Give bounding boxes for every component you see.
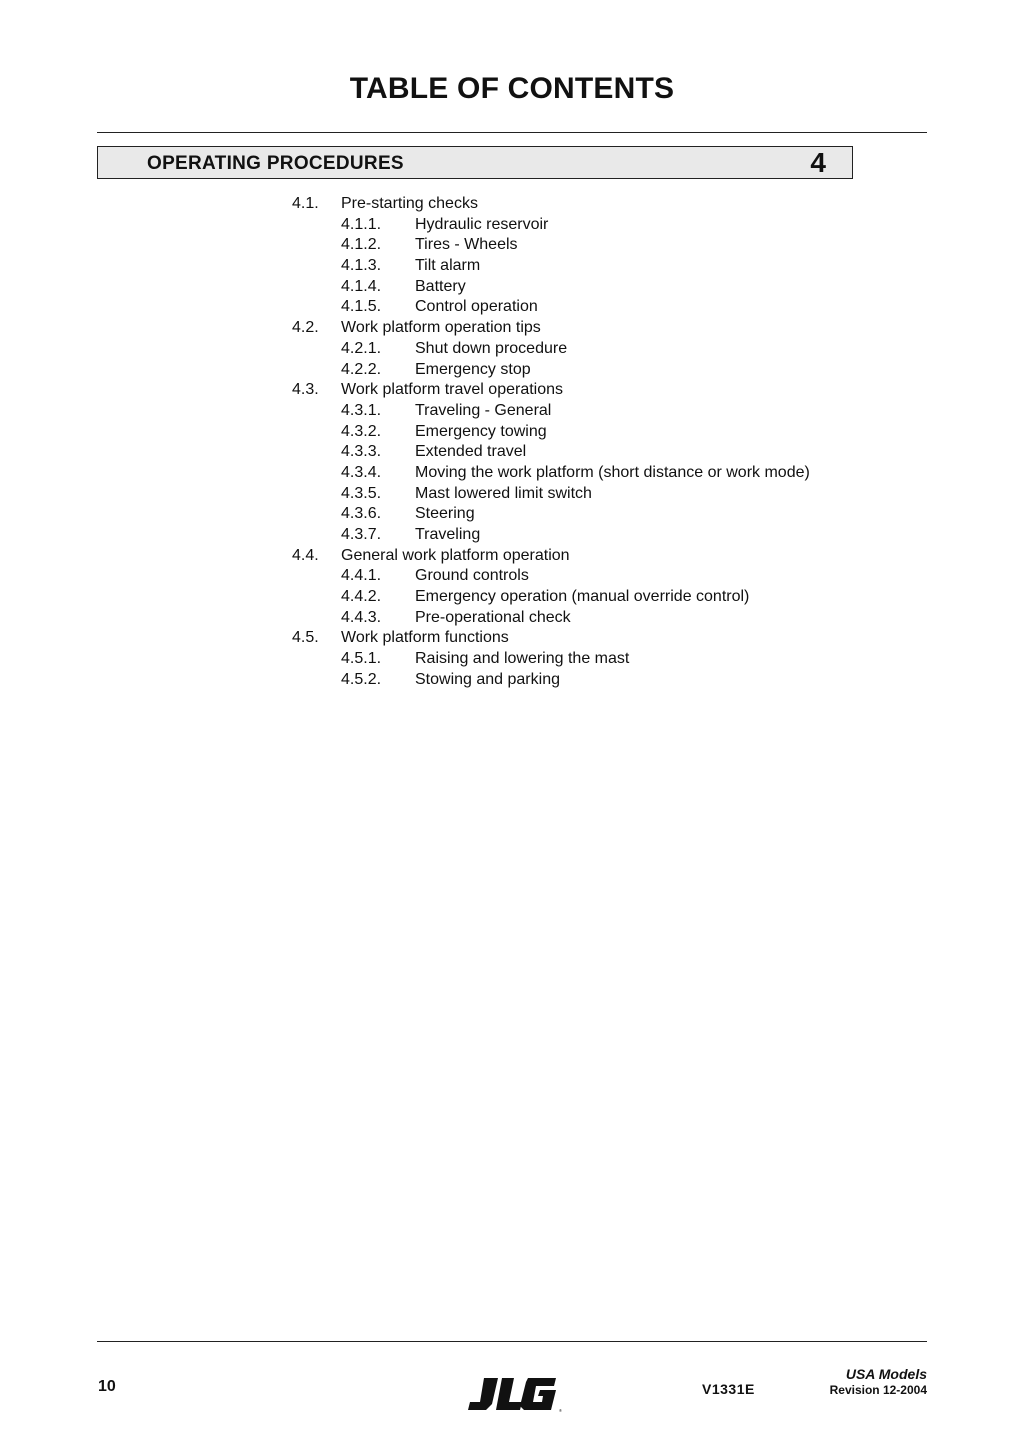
toc-entry-number: 4.4.3.: [341, 608, 382, 626]
toc-subsection-entry: [0, 463, 1024, 484]
toc-entry-number: 4.1.5.: [341, 298, 382, 316]
toc-entry-number: 4.3.3.: [341, 443, 382, 461]
toc-subsection-entry: [0, 401, 1024, 422]
toc-entry-number: 4.4.1.: [341, 567, 382, 585]
toc-entry-label: Battery: [415, 277, 466, 295]
toc-entry-label: Stowing and parking: [415, 670, 560, 688]
toc-entry-label: Work platform travel operations: [341, 381, 564, 399]
toc-subsection-entry: [0, 566, 1024, 587]
toc-entry-label: Steering: [415, 505, 475, 523]
toc-entry-number: 4.5.: [292, 629, 319, 647]
toc-subsection-entry: [0, 277, 1024, 298]
toc-subsection-entry: [0, 422, 1024, 443]
toc-entry-number: 4.3.: [292, 381, 319, 399]
toc-entry-number: 4.5.1.: [341, 650, 382, 668]
toc-entry-label: Extended travel: [415, 443, 527, 461]
page-number: 10: [98, 1378, 116, 1395]
toc-entry-label: Emergency operation (manual override control): [415, 588, 750, 606]
toc-entry-label: Work platform functions: [341, 629, 509, 647]
toc-section-entry: [0, 194, 1024, 215]
toc-subsection-entry: [0, 608, 1024, 629]
revision-label: Revision 12-2004: [829, 1383, 927, 1397]
toc-section-entry: [0, 380, 1024, 401]
toc-entry-number: 4.1.: [292, 195, 319, 212]
toc-entry-number: 4.1.1.: [341, 215, 382, 233]
toc-entry-number: 4.3.2.: [341, 422, 382, 440]
toc-subsection-entry: [0, 256, 1024, 277]
models-label: USA Models: [845, 1366, 927, 1382]
toc-entry-number: 4.3.7.: [341, 526, 382, 543]
section-number: 4: [810, 147, 826, 178]
toc-subsection-entry: [0, 649, 1024, 670]
toc-entry-label: General work platform operation: [341, 546, 570, 564]
toc-entry-number: 4.3.5.: [341, 484, 382, 502]
toc-entry-number: 4.1.2.: [341, 236, 382, 254]
toc-entry-number: 4.2.1.: [341, 339, 382, 357]
toc-entry-number: 4.4.2.: [341, 588, 382, 606]
toc-entry-label: Control operation: [415, 298, 538, 316]
toc-subsection-entry: [0, 360, 1024, 381]
toc-section-entry: [0, 318, 1024, 339]
toc-entry-label: Traveling: [415, 526, 481, 543]
toc-subsection-entry: [0, 525, 1024, 546]
toc-entry-label: Work platform operation tips: [341, 319, 541, 337]
toc-entry-label: Hydraulic reservoir: [415, 215, 549, 233]
toc-entry-label: Moving the work platform (short distance or work mode): [415, 463, 810, 481]
document-code: V1331E: [702, 1381, 755, 1397]
footer-revision-block: [830, 1366, 927, 1398]
toc-entry-label: Tires - Wheels: [415, 236, 518, 254]
page-title: TABLE OF CONTENTS: [349, 72, 675, 105]
svg-text:®: ®: [559, 1408, 562, 1413]
toc-subsection-entry: [0, 587, 1024, 608]
toc-subsection-entry: [0, 442, 1024, 463]
toc-entry-label: Pre-operational check: [415, 608, 571, 626]
section-title: OPERATING PROCEDURES: [147, 153, 404, 174]
toc-subsection-entry: [0, 297, 1024, 318]
toc-entry-label: Raising and lowering the mast: [415, 650, 630, 668]
toc-subsection-entry: [0, 235, 1024, 256]
toc-entry-number: 4.5.2.: [341, 670, 382, 688]
toc-entry-label: Pre-starting checks: [341, 195, 478, 212]
toc-section-entry: [0, 546, 1024, 567]
toc-entry-number: 4.1.3.: [341, 257, 382, 275]
toc-entry-label: Emergency stop: [415, 360, 531, 378]
toc-section-entry: [0, 628, 1024, 649]
toc-entry-number: 4.3.4.: [341, 463, 382, 481]
footer-rule: [97, 1341, 927, 1342]
jlg-logo: [464, 1374, 564, 1414]
toc-subsection-entry: [0, 339, 1024, 360]
toc-list: [0, 194, 1024, 691]
toc-entry-label: Shut down procedure: [415, 339, 568, 357]
toc-entry-number: 4.4.: [292, 546, 319, 564]
section-header-box: [97, 146, 853, 179]
toc-entry-label: Emergency towing: [415, 422, 547, 440]
toc-entry-label: Mast lowered limit switch: [415, 484, 592, 502]
toc-entry-number: 4.1.4.: [341, 277, 382, 295]
toc-subsection-entry: [0, 215, 1024, 236]
toc-entry-label: Tilt alarm: [415, 257, 481, 275]
toc-entry-number: 4.3.6.: [341, 505, 382, 523]
toc-subsection-entry: [0, 484, 1024, 505]
toc-entry-label: Traveling - General: [415, 401, 552, 419]
toc-subsection-entry: [0, 670, 1024, 691]
toc-entry-number: 4.2.: [292, 319, 319, 337]
header-rule: [97, 132, 927, 133]
toc-entry-number: 4.3.1.: [341, 401, 382, 419]
toc-entry-number: 4.2.2.: [341, 360, 382, 378]
toc-entry-label: Ground controls: [415, 567, 529, 585]
toc-subsection-entry: [0, 504, 1024, 525]
